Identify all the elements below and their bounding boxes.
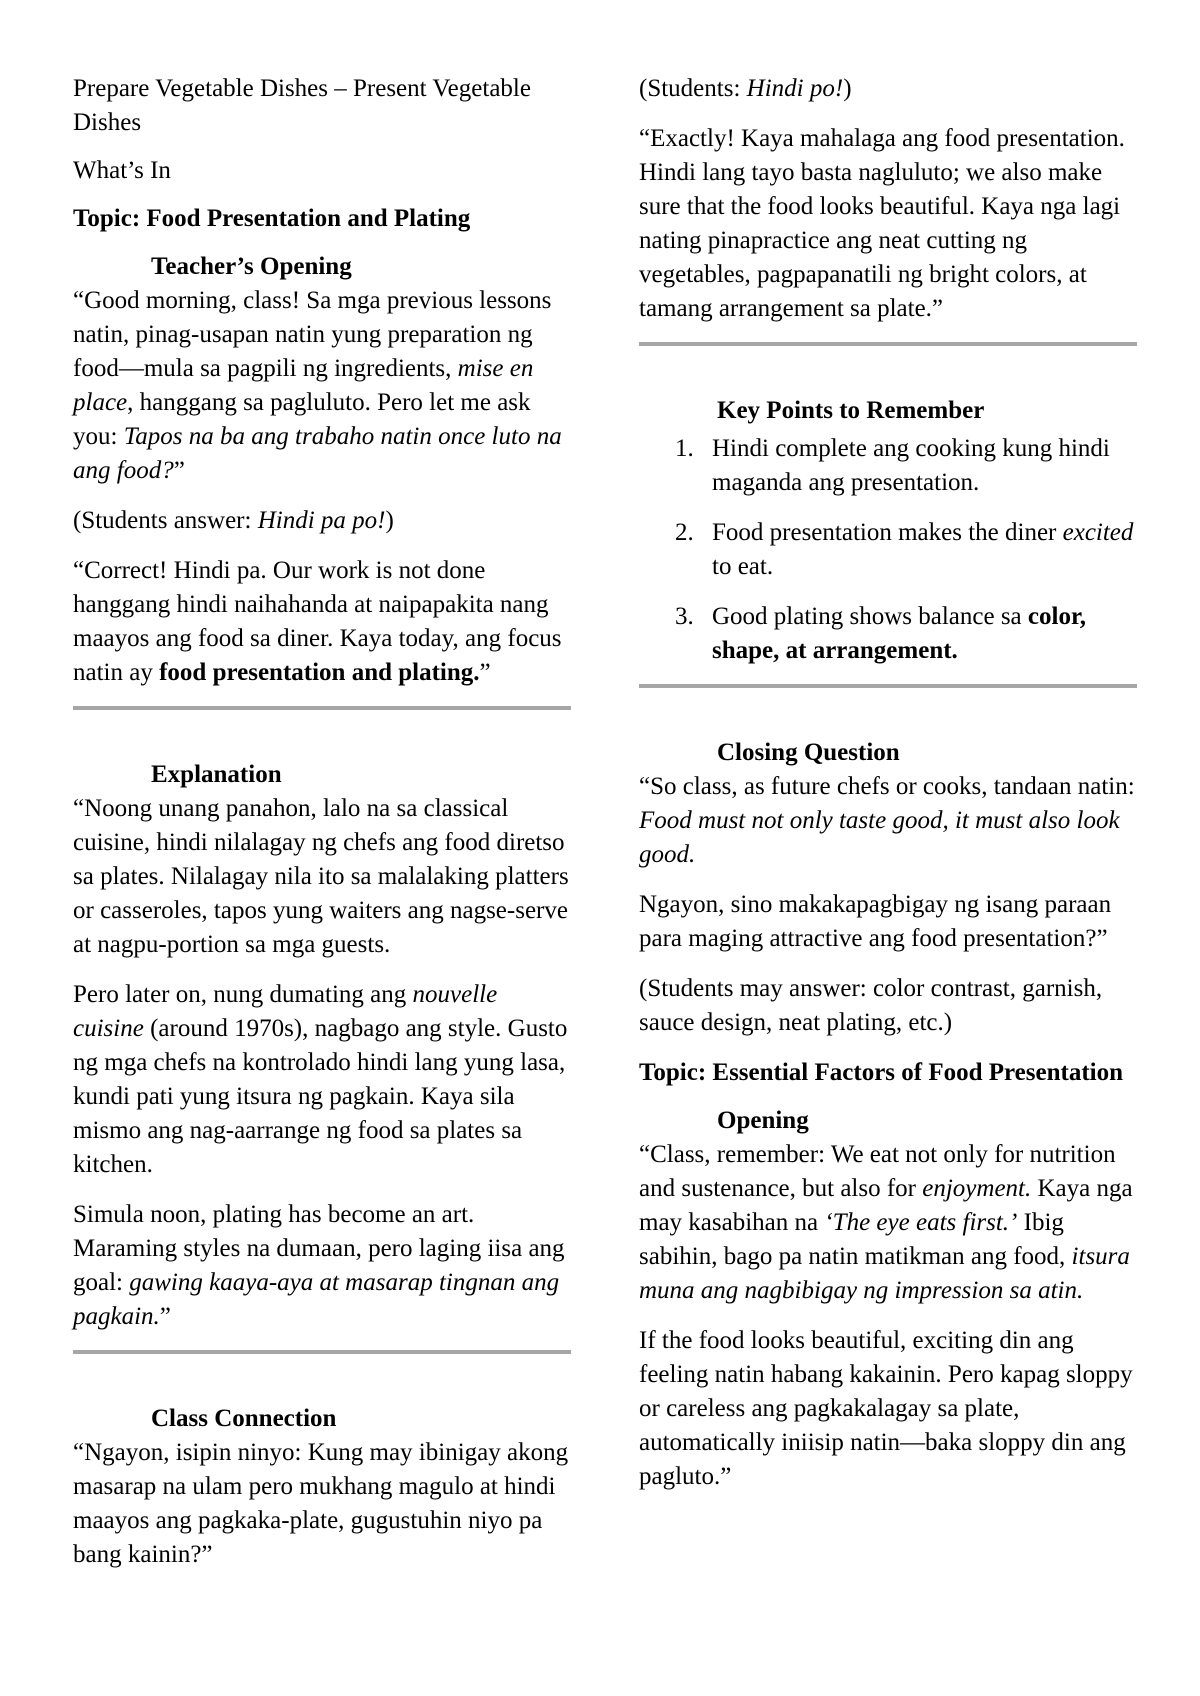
list-number: 2. <box>675 519 694 546</box>
text-run: (Students: <box>639 75 747 102</box>
opening-paragraph-2: If the food looks beautiful, exciting din ang feeling natin habang kakainin. Pero kapag sloppy or careless ang pagkakalagay sa plate, automatically iniisip natin—baka sloppy din ang pagluto.” <box>639 1327 1133 1490</box>
list-item <box>639 600 1137 668</box>
text-run: ) <box>385 507 394 534</box>
italic-text: itsura muna ang nagbibigay ng impression sa atin. <box>639 1243 1130 1304</box>
text-run: Simula noon, plating has become an art. Maraming styles na dumaan, pero laging iisa ang goal: <box>73 1201 565 1296</box>
text-run: “Good morning, class! Sa mga previous lessons natin, pinag-usapan natin yung preparation ng food—mula sa pagpili ng ingredients, <box>73 287 552 382</box>
text-run: ” <box>173 457 185 484</box>
list-number: 3. <box>675 603 694 630</box>
explanation-paragraph-2 <box>73 978 571 1182</box>
italic-text: mise en place <box>73 355 534 416</box>
list-item <box>639 432 1137 500</box>
teachers-opening-heading: Teacher’s Opening <box>151 253 352 280</box>
opening-paragraph-1 <box>639 1138 1137 1308</box>
topic-heading-food-presentation: Topic: Food Presentation and Plating <box>73 205 471 232</box>
right-column <box>639 72 1137 1510</box>
key-points-list <box>639 432 1137 668</box>
closing-question-heading: Closing Question <box>717 739 900 766</box>
document-title: Prepare Vegetable Dishes – Present Vegetable Dishes <box>73 75 531 136</box>
text-run: “So class, as future chefs or cooks, tandaan natin: <box>639 773 1135 800</box>
italic-text: Tapos na ba ang trabaho natin once luto na ang food? <box>73 423 562 484</box>
section-divider <box>639 342 1137 346</box>
text-run: “Class, remember: We eat not only for nutrition and sustenance, but also for <box>639 1141 1116 1202</box>
opening-heading: Opening <box>717 1107 809 1134</box>
left-column <box>73 72 571 1588</box>
text-run: “Correct! Hindi pa. Our work is not done hanggang hindi naihahanda at naipapakita nang maayos ang food sa diner. Kaya today, ang focus natin ay <box>73 557 562 686</box>
students-response-paragraph <box>639 72 1137 106</box>
students-answer-paragraph <box>73 504 571 538</box>
explanation-heading: Explanation <box>151 761 282 788</box>
text-run: Ibig sabihin, bago pa natin matikman ang food, <box>639 1209 1072 1270</box>
whats-in-label: What’s In <box>73 157 171 184</box>
text-run: Pero later on, nung dumating ang <box>73 981 413 1008</box>
text-run: ” <box>479 659 491 686</box>
text-run: (Students answer: <box>73 507 258 534</box>
text-run: Kaya nga may kasabihan na <box>639 1175 1133 1236</box>
closing-paragraph-3: (Students may answer: color contrast, garnish, sauce design, neat plating, etc.) <box>639 975 1103 1036</box>
text-run: ) <box>843 75 852 102</box>
italic-text: Hindi pa po! <box>257 507 386 534</box>
key-points-heading: Key Points to Remember <box>717 397 985 424</box>
teachers-opening-paragraph <box>73 284 571 488</box>
italic-text: Hindi po! <box>746 75 844 102</box>
closing-paragraph-2: Ngayon, sino makakapagbigay ng isang paraan para maging attractive ang food presentation?” <box>639 891 1112 952</box>
italic-text: gawing kaaya-aya at masarap tingnan ang pagkain. <box>73 1269 560 1330</box>
bold-text: color, shape, at arrangement. <box>712 603 1086 664</box>
section-divider <box>73 1350 571 1354</box>
list-item <box>639 516 1137 584</box>
list-item-text: Hindi complete ang cooking kung hindi maganda ang presentation. <box>712 435 1110 496</box>
italic-text: ‘The eye eats first.’ <box>824 1209 1018 1236</box>
text-run: (around 1970s), nagbago ang style. Gusto ng mga chefs na kontrolado hindi lang yung lasa, kundi pati yung itsura ng pagkain. Kaya sila mismo ang nag-aarrange ng food sa plates sa kitchen. <box>73 1015 568 1178</box>
list-item-text: to eat. <box>712 553 774 580</box>
section-divider <box>639 684 1137 688</box>
italic-text: enjoyment. <box>922 1175 1032 1202</box>
italic-text: excited <box>1062 519 1134 546</box>
correct-paragraph <box>73 554 571 690</box>
exactly-paragraph: “Exactly! Kaya mahalaga ang food presentation. Hindi lang tayo basta nagluluto; we also make sure that the food looks beautiful. Kaya nga lagi nating pinapractice ang neat cutting ng vegetables, pagpapanatili ng bright colors, at tamang arrangement sa plate.” <box>639 125 1125 322</box>
bold-text: food presentation and plating. <box>159 659 480 686</box>
explanation-paragraph-3 <box>73 1198 571 1334</box>
text-run: , hanggang sa pagluluto. Pero let me ask you: <box>73 389 531 450</box>
class-connection-heading: Class Connection <box>151 1405 337 1432</box>
list-item-text: Food presentation makes the diner <box>712 519 1063 546</box>
list-number: 1. <box>675 435 694 462</box>
italic-text: Food must not only taste good, it must also look good. <box>639 807 1120 868</box>
list-item-text: Good plating shows balance sa <box>712 603 1028 630</box>
section-divider <box>73 706 571 710</box>
explanation-paragraph-1: “Noong unang panahon, lalo na sa classical cuisine, hindi nilalagay ng chefs ang food diretso sa plates. Nilalagay nila ito sa malalaking platters or casseroles, tapos yung waiters ang nagse-serve at nagpu-portion sa mga guests. <box>73 795 569 958</box>
text-run: ” <box>159 1303 171 1330</box>
italic-text: nouvelle cuisine <box>73 981 498 1042</box>
closing-paragraph-1 <box>639 770 1137 872</box>
class-connection-paragraph: “Ngayon, isipin ninyo: Kung may ibinigay akong masarap na ulam pero mukhang magulo at hindi maayos ang pagkaka-plate, gugustuhin niyo pa bang kainin?” <box>73 1439 569 1568</box>
topic-heading-essential-factors: Topic: Essential Factors of Food Presentation <box>639 1059 1124 1086</box>
